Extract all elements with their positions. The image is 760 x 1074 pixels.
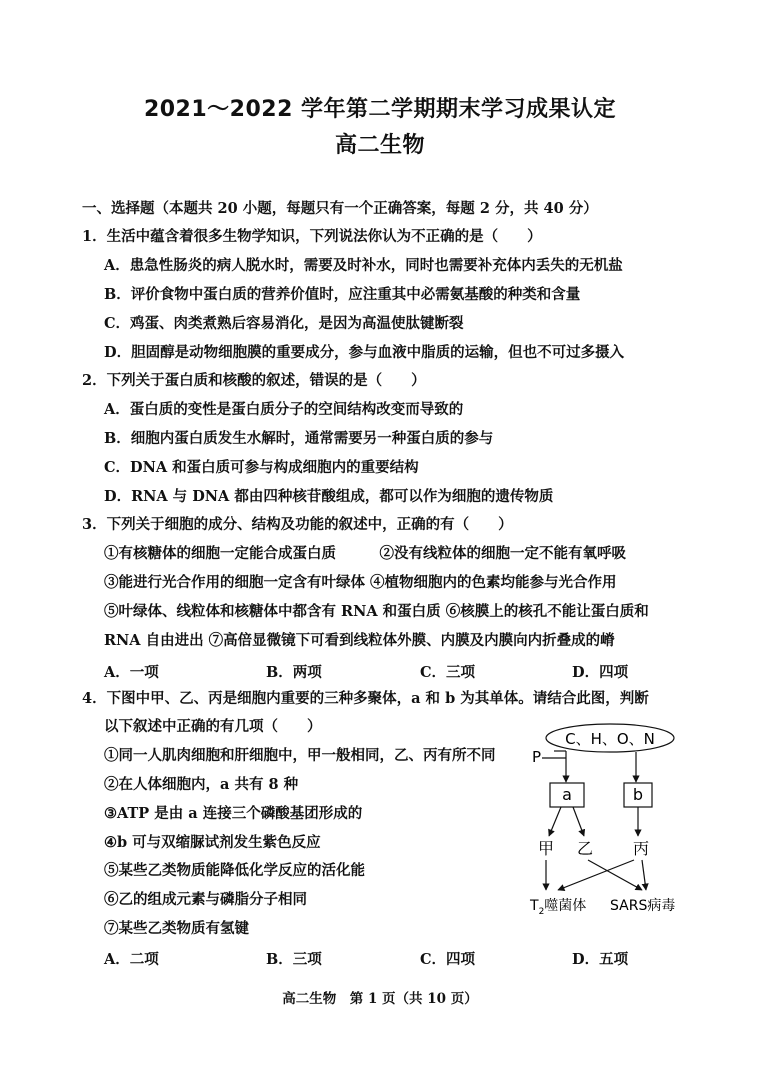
sars-virus-label: SARS病毒 xyxy=(610,898,676,914)
q2-option-d: D．RNA 与 DNA 都由四种核苷酸组成，都可以作为细胞的遗传物质 xyxy=(104,488,554,505)
q1-option-a: A．患急性肠炎的病人脱水时，需要及时补水，同时也需要补充体内丢失的无机盐 xyxy=(104,257,623,274)
q4-statement: ⑥乙的组成元素与磷脂分子相同 xyxy=(104,891,307,908)
page-footer: 高二生物 第 1 页（共 10 页） xyxy=(282,991,478,1007)
question-3-stem: 3．下列关于细胞的成分、结构及功能的叙述中，正确的有（ ） xyxy=(82,516,513,533)
q4-option-a: A．二项 xyxy=(104,951,159,968)
q3-statement-line: ①有核糖体的细胞一定能合成蛋白质 ②没有线粒体的细胞一定不能有氧呼吸 xyxy=(104,545,626,562)
q3-statement-line: ③能进行光合作用的细胞一定含有叶绿体 ④植物细胞内的色素均能参与光合作用 xyxy=(104,574,617,591)
exam-subject-title: 高二生物 xyxy=(334,133,425,158)
polymer-yi-label: 乙 xyxy=(576,839,594,858)
q4-statement: ④b 可与双缩脲试剂发生紫色反应 xyxy=(104,834,321,851)
q3-statement-line: ⑤叶绿体、线粒体和核糖体中都含有 RNA 和蛋白质 ⑥核膜上的核孔不能让蛋白质和 xyxy=(104,603,649,620)
monomer-b-label: b xyxy=(632,785,644,804)
monomer-a-label: a xyxy=(562,785,572,804)
q3-statement-line: RNA 自由进出 ⑦高倍显微镜下可看到线粒体外膜、内膜及内膜向内折叠成的嵴 xyxy=(104,632,615,649)
question-4-stem-cont: 以下叙述中正确的有几项（ ） xyxy=(104,718,322,735)
phosphorus-label: P xyxy=(532,748,542,766)
q1-option-c: C．鸡蛋、肉类煮熟后容易消化，是因为高温使肽键断裂 xyxy=(104,315,464,332)
q4-statement: ③ATP 是由 a 连接三个磷酸基团形成的 xyxy=(104,805,363,822)
polymer-diagram xyxy=(528,720,678,925)
exam-title: 2021～2022 学年第二学期期末学习成果认定 xyxy=(143,97,617,122)
q3-option-c: C．三项 xyxy=(420,664,476,681)
q4-statement: ①同一人肌肉细胞和肝细胞中，甲一般相同，乙、丙有所不同 xyxy=(104,747,496,764)
section-heading: 一、选择题（本题共 20 小题，每题只有一个正确答案，每题 2 分，共 40 分） xyxy=(82,200,598,217)
q1-option-d: D．胆固醇是动物细胞膜的重要成分，参与血液中脂质的运输，但也不可过多摄入 xyxy=(104,344,625,361)
q1-option-b: B．评价食物中蛋白质的营养价值时，应注重其中必需氨基酸的种类和含量 xyxy=(104,286,581,303)
q2-option-b: B．细胞内蛋白质发生水解时，通常需要另一种蛋白质的参与 xyxy=(104,430,494,447)
q4-option-c: C．四项 xyxy=(420,951,476,968)
t2-phage-label: $T_2$噬菌体 xyxy=(530,898,587,917)
question-4-stem: 4．下图中甲、乙、丙是细胞内重要的三种多聚体，a 和 b 为其单体。请结合此图，判断 xyxy=(82,690,649,707)
q2-option-a: A．蛋白质的变性是蛋白质分子的空间结构改变而导致的 xyxy=(104,401,464,418)
question-1-stem: 1．生活中蕴含着很多生物学知识，下列说法你认为不正确的是（ ） xyxy=(82,228,542,245)
q4-statement: ⑦某些乙类物质有氢键 xyxy=(104,920,249,937)
q3-option-d: D．四项 xyxy=(572,664,629,681)
q2-option-c: C．DNA 和蛋白质可参与构成细胞内的重要结构 xyxy=(104,459,419,476)
q4-statement: ⑤某些乙类物质能降低化学反应的活化能 xyxy=(104,862,365,879)
polymer-bing-label: 丙 xyxy=(632,839,650,858)
q4-statement: ②在人体细胞内，a 共有 8 种 xyxy=(104,776,299,793)
elements-label: C、H、O、N xyxy=(565,730,655,748)
q3-option-a: A．一项 xyxy=(104,664,159,681)
q4-option-d: D．五项 xyxy=(572,951,629,968)
q3-option-b: B．两项 xyxy=(266,664,322,681)
polymer-jia-label: 甲 xyxy=(537,839,555,858)
question-2-stem: 2．下列关于蛋白质和核酸的叙述，错误的是（ ） xyxy=(82,372,426,389)
q4-option-b: B．三项 xyxy=(266,951,322,968)
